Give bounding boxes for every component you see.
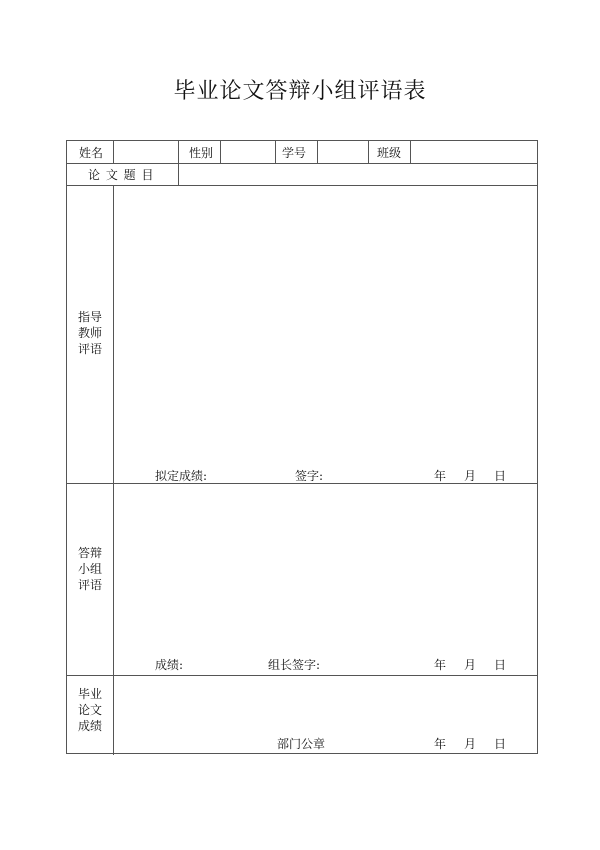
advisor-sign-label: 签字: bbox=[295, 469, 324, 483]
form-title: 毕业论文答辩小组评语表 bbox=[173, 79, 427, 104]
class-label: 班级 bbox=[377, 146, 402, 160]
student-id-label: 学号 bbox=[282, 146, 307, 160]
column-divider bbox=[275, 141, 276, 163]
advisor-section-label: 指导 教师 评语 bbox=[77, 310, 102, 356]
committee-month-label: 月 bbox=[464, 658, 477, 672]
advisor-comment-area[interactable] bbox=[114, 186, 537, 466]
advisor-month-label: 月 bbox=[464, 469, 477, 483]
gender-field[interactable] bbox=[221, 142, 274, 162]
thesis-title-label: 论 文 题 目 bbox=[88, 168, 155, 182]
class-field[interactable] bbox=[411, 142, 537, 162]
thesis-title-field[interactable] bbox=[179, 164, 537, 184]
final-grade-area[interactable] bbox=[114, 676, 537, 731]
column-divider bbox=[368, 141, 369, 163]
department-stamp-label: 部门公章 bbox=[277, 737, 326, 751]
committee-day-label: 日 bbox=[494, 658, 507, 672]
committee-year-label: 年 bbox=[434, 658, 447, 672]
advisor-year-label: 年 bbox=[434, 469, 447, 483]
committee-sign-label: 组长签字: bbox=[268, 658, 321, 672]
final-month-label: 月 bbox=[464, 737, 477, 751]
final-grade-section-label: 毕业 论文 成绩 bbox=[77, 687, 102, 733]
gender-label: 性别 bbox=[189, 146, 214, 160]
name-field[interactable] bbox=[114, 142, 177, 162]
evaluation-form-table bbox=[66, 140, 538, 754]
advisor-grade-label: 拟定成绩: bbox=[155, 469, 208, 483]
final-day-label: 日 bbox=[494, 737, 507, 751]
name-label: 姓名 bbox=[79, 146, 104, 160]
student-id-field[interactable] bbox=[318, 142, 367, 162]
final-year-label: 年 bbox=[434, 737, 447, 751]
committee-section-label: 答辩 小组 评语 bbox=[77, 546, 102, 592]
committee-grade-label: 成绩: bbox=[155, 658, 184, 672]
committee-comment-area[interactable] bbox=[114, 484, 537, 654]
advisor-day-label: 日 bbox=[494, 469, 507, 483]
